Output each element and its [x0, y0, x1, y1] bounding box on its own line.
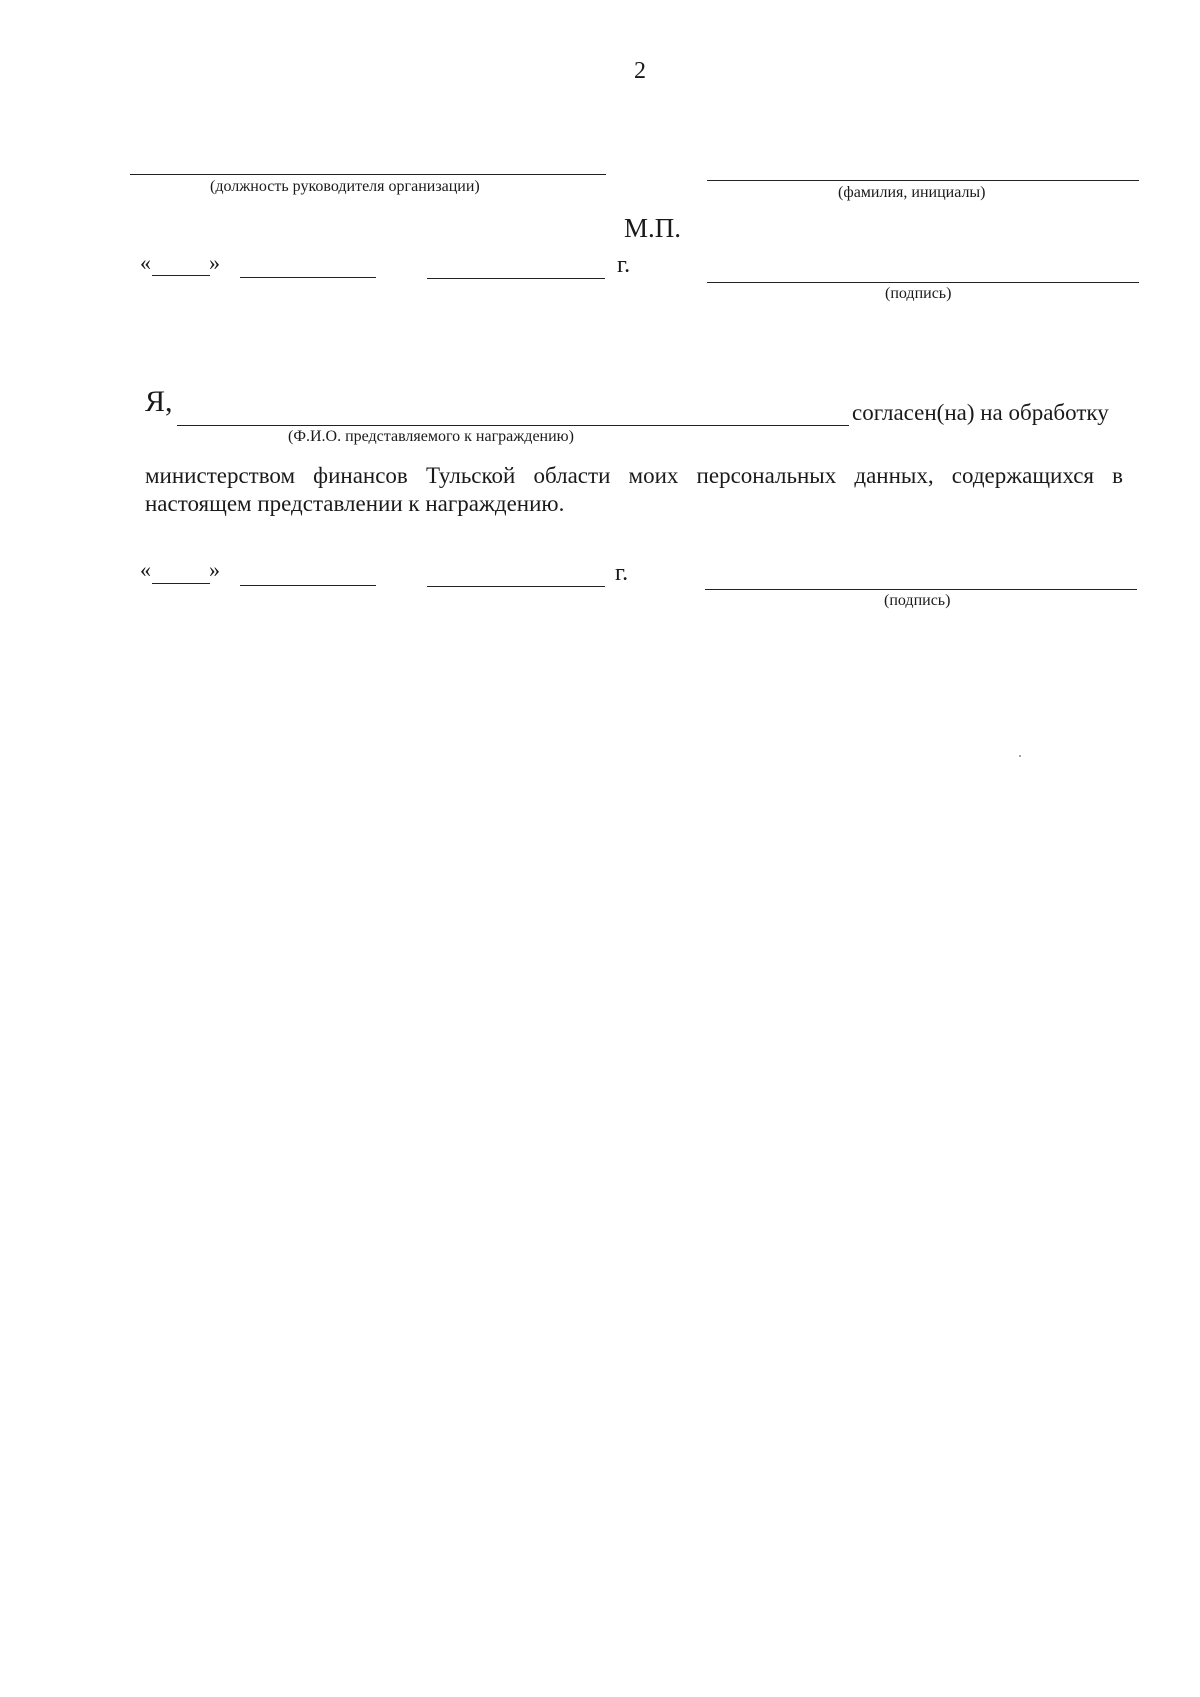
- consent-date-day-line[interactable]: [152, 583, 210, 584]
- consent-date-open-quote: «: [140, 557, 151, 582]
- signature-caption: (подпись): [885, 285, 952, 302]
- date-open-quote: «: [140, 250, 151, 275]
- seal-label: М.П.: [624, 213, 682, 243]
- page-number: 2: [634, 58, 646, 84]
- consent-paragraph-line-2: настоящем представлении к награждению.: [145, 491, 565, 516]
- consent-signature-caption: (подпись): [884, 592, 951, 609]
- fio-caption: (Ф.И.О. представляемого к награждению): [288, 428, 574, 445]
- consent-date-year-line[interactable]: [427, 586, 605, 587]
- consent-signature-field-line[interactable]: [705, 589, 1137, 590]
- signature-field-line[interactable]: [707, 282, 1139, 283]
- consent-paragraph-line-1: министерством финансов Тульской области моих персональных данных, содержащихся в: [145, 463, 1123, 488]
- scan-speck: [1019, 755, 1021, 757]
- date-day-line[interactable]: [152, 275, 210, 276]
- date-year-suffix: г.: [617, 252, 631, 278]
- date-month-line[interactable]: [240, 277, 376, 278]
- date-year-line[interactable]: [427, 278, 605, 279]
- consent-text: согласен(на) на обработку: [852, 400, 1109, 425]
- consent-date-year-suffix: г.: [615, 560, 629, 586]
- position-field-line[interactable]: [130, 174, 606, 175]
- consent-date-month-line[interactable]: [240, 585, 376, 586]
- name-field-line[interactable]: [707, 180, 1139, 181]
- fio-field-line[interactable]: [177, 425, 849, 426]
- name-caption: (фамилия, инициалы): [838, 184, 986, 201]
- position-caption: (должность руководителя организации): [210, 178, 480, 195]
- consent-pronoun: Я,: [145, 385, 173, 418]
- consent-paragraph: [145, 462, 1123, 518]
- consent-date-close-quote: »: [209, 557, 220, 582]
- date-close-quote: »: [209, 250, 220, 275]
